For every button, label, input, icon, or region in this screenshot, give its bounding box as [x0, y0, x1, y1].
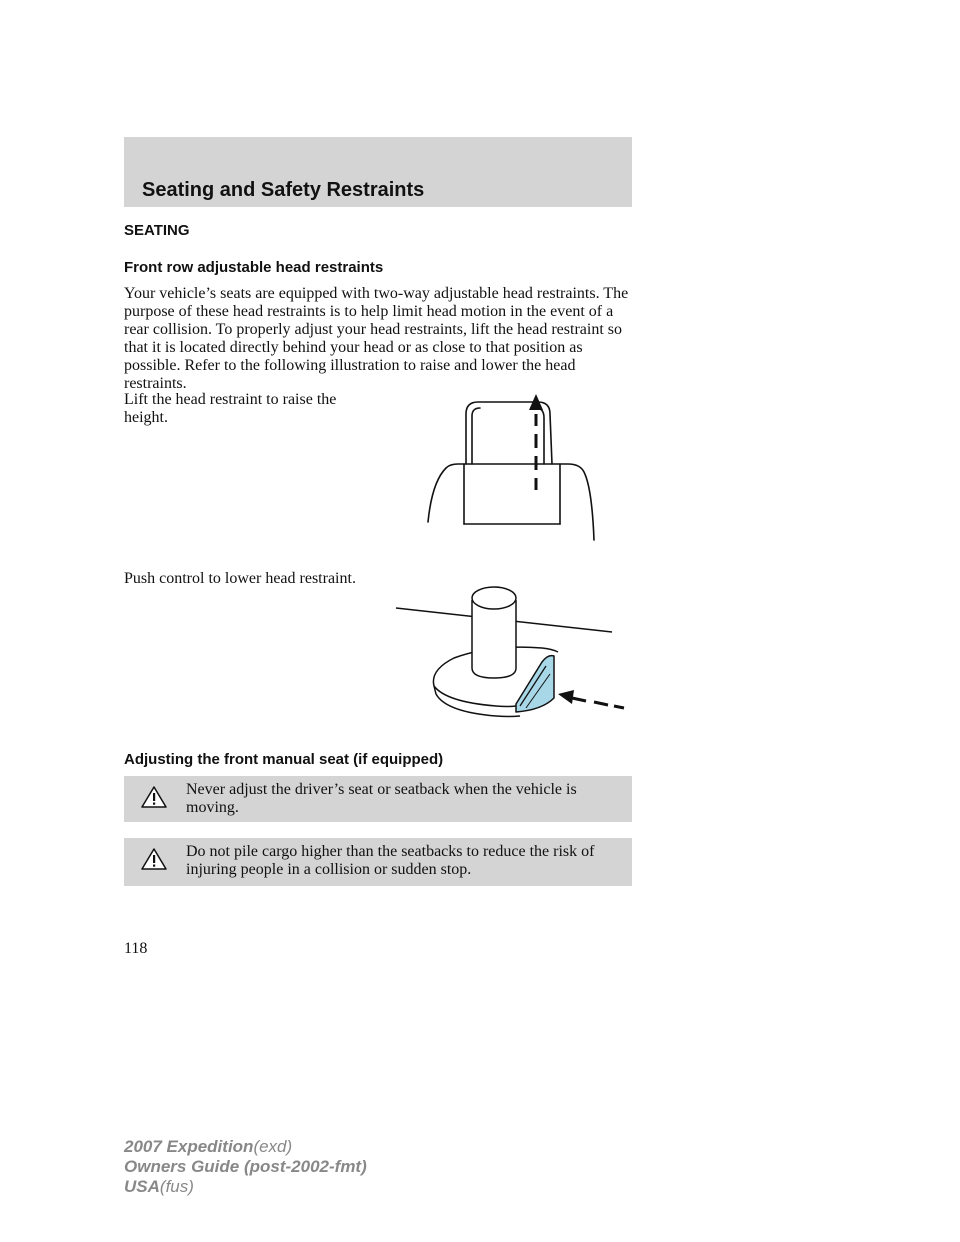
document-footer — [124, 1137, 367, 1197]
warning-text: Do not pile cargo higher than the seatbacks to reduce the risk of injuring people in a collision or sudden stop. — [186, 843, 595, 878]
warning-text: Never adjust the driver’s seat or seatback when the vehicle is moving. — [186, 781, 577, 816]
footer-guide: Owners Guide (post-2002-fmt) — [124, 1157, 367, 1176]
head-restraint-control-illustration — [392, 578, 628, 724]
footer-line-3 — [124, 1177, 367, 1197]
section-heading: SEATING — [124, 222, 190, 239]
footer-market: USA — [124, 1177, 160, 1196]
head-restraint-paragraph: Your vehicle’s seats are equipped with two-way adjustable head restraints. The purpose of these head restraints is to help limit head motion in the event of a rear collision. To properly adjust your head restraints, lift the head restraint so that it is located directly behind your head or as close to that position as possible. Refer to the following illustration to raise and lower the head restraints. — [124, 285, 629, 392]
footer-market-code: (fus) — [159, 1177, 194, 1196]
warning-box — [124, 838, 632, 886]
footer-line-2 — [124, 1157, 367, 1177]
subsection-heading: Front row adjustable head restraints — [124, 259, 384, 276]
page-number: 118 — [124, 940, 148, 957]
footer-model: 2007 Expedition — [124, 1137, 254, 1156]
manual-seat-heading: Adjusting the front manual seat (if equipped) — [124, 751, 444, 768]
section-header-band — [124, 137, 632, 207]
footer-model-code: (exd) — [253, 1137, 293, 1156]
warning-box — [124, 776, 632, 822]
section-header-title: Seating and Safety Restraints — [142, 179, 425, 201]
push-instruction: Push control to lower head restraint. — [124, 570, 356, 587]
warning-triangle-icon — [141, 785, 167, 809]
warning-triangle-icon — [141, 847, 167, 871]
footer-line-1 — [124, 1137, 367, 1157]
head-restraint-illustration — [420, 392, 610, 544]
lift-instruction: Lift the head restraint to raise the height. — [124, 391, 337, 426]
